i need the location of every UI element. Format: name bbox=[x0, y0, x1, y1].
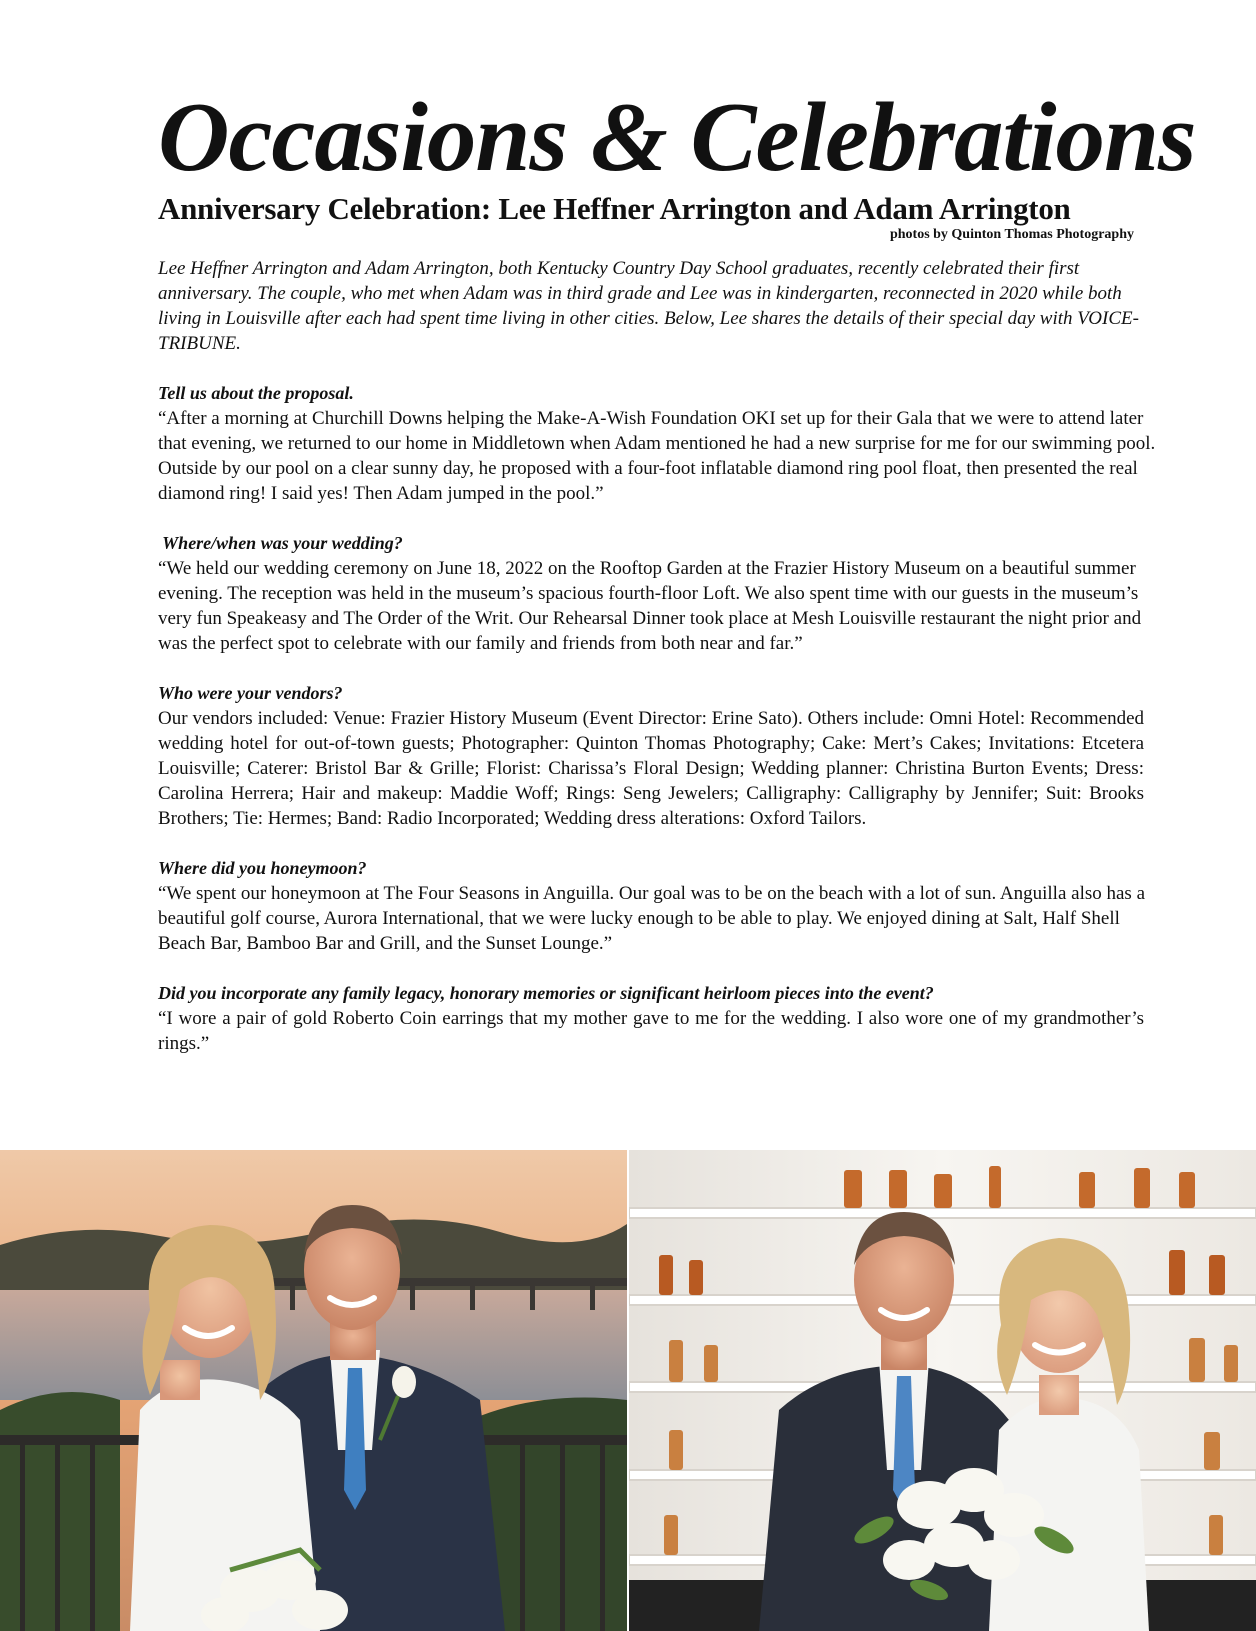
photo-credit: photos by Quinton Thomas Photography bbox=[889, 227, 1134, 242]
question-wedding: Where/when was your wedding? bbox=[158, 533, 403, 553]
answer-heirloom: “I wore a pair of gold Roberto Coin earrings that my mother gave to me for the wedding. I also wore one of my grandmother’s rings.” bbox=[158, 1008, 1144, 1054]
section-title: Occasions & Celebrations bbox=[158, 83, 1196, 192]
question-proposal: Tell us about the proposal. bbox=[158, 383, 354, 403]
qa-vendors bbox=[158, 681, 1170, 831]
article-intro: Lee Heffner Arrington and Adam Arrington, both Kentucky Country Day School graduates, recently celebrated their first anniversary. The couple, who met when Adam was in third grade and Lee was in kindergarten, reconnected in 2020 while both living in Louisville after each had spent time living in other cities. Below, Lee shares the details of their special day with VOICE-TRIBUNE. bbox=[158, 258, 1139, 354]
question-heirloom: Did you incorporate any family legacy, honorary memories or significant heirloom pieces into the event? bbox=[158, 983, 934, 1003]
question-vendors: Who were your vendors? bbox=[158, 683, 343, 703]
answer-proposal-part-2: Outside by our pool on a clear sunny day, he proposed with a four-foot inflatable diamond ring pool float, then presented the real diamond ring! I said yes! Then Adam jumped in the pool.” bbox=[158, 458, 1138, 504]
answer-vendors: Our vendors included: Venue: Frazier History Museum (Event Director: Erine Sato). Others include: Omni Hotel: Recommended wedding hotel for out-of-town guests; Photographer: Quinton Thomas Photography; Cake: Mert’s Cakes; Invitations: Etcetera Louisville; Caterer: Bristol Bar & Grille; Florist: Charissa’s Floral Design; Wedding planner: Christina Burton Events; Dress: Carolina Herrera; Hair and makeup: Maddie Woff; Rings: Seng Jewelers; Calligraphy: Calligraphy by Jennifer; Suit: Brooks Brothers; Tie: Hermes; Band: Radio Incorporated; Wedding dress alterations: Oxford Tailors. bbox=[158, 708, 1144, 829]
qa-wedding bbox=[158, 531, 1170, 656]
qa-proposal bbox=[158, 381, 1170, 506]
question-honeymoon: Where did you honeymoon? bbox=[158, 858, 367, 878]
answer-wedding: “We held our wedding ceremony on June 18, 2022 on the Rooftop Garden at the Frazier History Museum on a beautiful summer evening. The reception was held in the museum’s spacious fourth-floor Loft. We also spent time with our guests in the museum’s very fun Speakeasy and The Order of the Writ. Our Rehearsal Dinner took place at Mesh Louisville restaurant the night prior and was the perfect spot to celebrate with our family and friends from both near and far.” bbox=[158, 558, 1142, 654]
article bbox=[158, 83, 1196, 1056]
qa-honeymoon bbox=[158, 856, 1170, 956]
answer-proposal-part-1: “After a morning at Churchill Downs helping the Make-A-Wish Foundation OKI set up for their Gala that we were to attend later that evening, we returned to our home in Middletown when Adam mentioned he had a new surprise for me for our swimming pool. bbox=[158, 408, 1156, 454]
qa-heirloom bbox=[158, 981, 1170, 1056]
photo-strip bbox=[0, 1150, 1256, 1631]
answer-honeymoon: “We spent our honeymoon at The Four Seasons in Anguilla. Our goal was to be on the beach with a lot of sun. Anguilla also has a beautiful golf course, Aurora International, that we were lucky enough to be able to play. We enjoyed dining at Salt, Half Shell Beach Bar, Bamboo Bar and Grill, and the Sunset Lounge.” bbox=[158, 883, 1145, 954]
couple-speakeasy-photo bbox=[629, 1150, 1256, 1631]
article-headline: Anniversary Celebration: Lee Heffner Arrington and Adam Arrington bbox=[158, 191, 1071, 226]
couple-sunset-photo bbox=[0, 1150, 627, 1631]
